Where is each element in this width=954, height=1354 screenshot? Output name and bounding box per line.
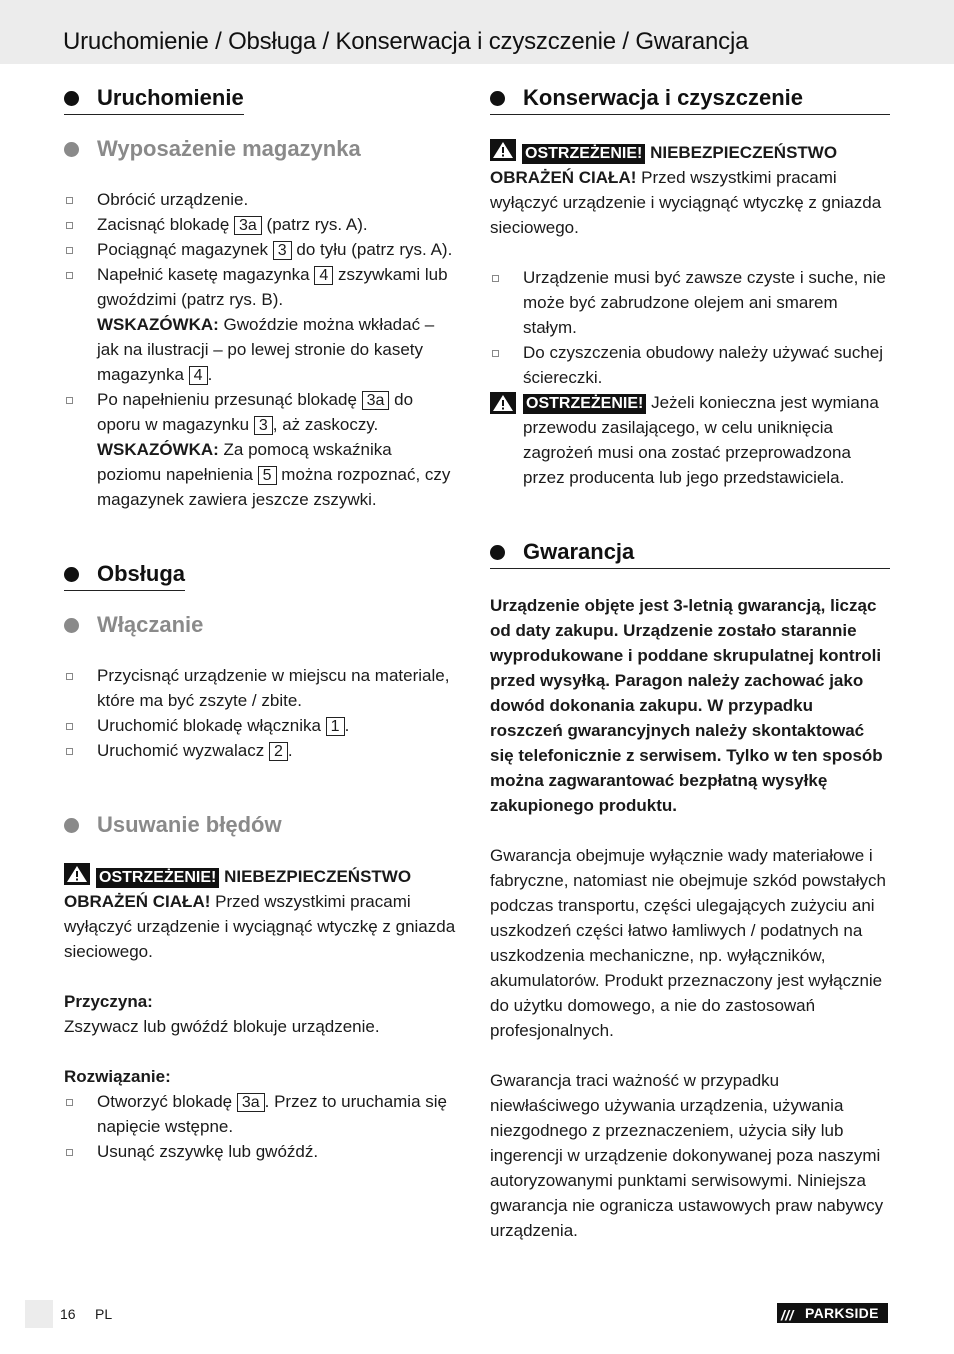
checkbox-square-icon bbox=[66, 272, 73, 279]
konserwacja-list bbox=[490, 265, 890, 390]
checkbox-square-icon bbox=[66, 197, 73, 204]
list-item: Napełnić kasetę magazynka 4 zszywkami lub gwoździmi (patrz rys. B). WSKAZÓWKA: Gwoździe można wkładać – jak na ilustracji – po lewej stronie do kasety magazynka 4 . bbox=[64, 262, 460, 387]
solution-label: Rozwiązanie: bbox=[64, 1067, 171, 1086]
wlaczanie-list bbox=[64, 663, 460, 763]
list-item: Otworzyć blokadę 3a . Przez to uruchamia się napięcie wstępne. bbox=[64, 1089, 460, 1139]
list-item: Usunąć zszywkę lub gwóźdź. bbox=[64, 1139, 460, 1164]
list-item: Zacisnąć blokadę 3a (patrz rys. A). bbox=[64, 212, 460, 237]
list-item: Pociągnąć magazynek 3 do tyłu (patrz rys. A). bbox=[64, 237, 460, 262]
warning-block: OSTRZEŻENIE! NIEBEZPIECZEŃSTWO OBRAŻEŃ CIAŁA! Przed wszystkimi pracami wyłączyć urządzenie i wyciągnąć wtyczkę z gniazda sieciowego. bbox=[64, 863, 460, 964]
bullet-icon bbox=[490, 91, 505, 106]
warranty-paragraph: Gwarancja traci ważność w przypadku niewłaściwego używania urządzenia, używania niezgodnego z przeznaczeniem, użycia siły lub ingerencji w urządzenie dokonywanej poza naszymi autoryzowanymi punktami serwisowymi. Niniejsza gwarancja nie ogranicza ustawowych praw nabywcy urządzenia. bbox=[490, 1071, 884, 1240]
list-item: Po napełnieniu przesunąć blokadę 3a do oporu w magazynku 3 , aż zaskoczy. WSKAZÓWKA: Za pomocą wskaźnika poziomu napełnienia 5 można rozpoznać, czy magazynek zawiera jeszcze zszywki. bbox=[64, 387, 460, 512]
warning-block: OSTRZEŻENIE! NIEBEZPIECZEŃSTWO OBRAŻEŃ CIAŁA! Przed wszystkimi pracami wyłączyć urządzenie i wyciągnąć wtyczkę z gniazda sieciowego. bbox=[490, 139, 890, 240]
checkbox-square-icon bbox=[66, 222, 73, 229]
cause-text: Zszywacz lub gwóźdź blokuje urządzenie. bbox=[64, 1017, 380, 1036]
page-title: Uruchomienie / Obsługa / Konserwacja i czyszczenie / Gwarancja bbox=[63, 28, 749, 55]
parkside-logo: /// PARKSIDE bbox=[777, 1303, 888, 1323]
warning-label: OSTRZEŻENIE! bbox=[523, 394, 646, 414]
warning-triangle-icon bbox=[64, 863, 90, 885]
hint-label: WSKAZÓWKA: bbox=[97, 315, 219, 334]
left-column bbox=[64, 84, 460, 1164]
bullet-icon bbox=[64, 818, 79, 833]
heading-konserwacja: Konserwacja i czyszczenie bbox=[490, 84, 890, 115]
warning-block: OSTRZEŻENIE! Jeżeli konieczna jest wymiana przewodu zasilającego, w celu uniknięcia zagrożeń musi ona zostać przeprowadzona przez producenta lub jego przedstawiciela. bbox=[490, 390, 890, 490]
bullet-icon bbox=[64, 142, 79, 157]
heading-usuwanie: Usuwanie błędów bbox=[64, 811, 460, 839]
warranty-paragraph: Gwarancja obejmuje wyłącznie wady materiałowe i fabryczne, natomiast nie obejmuje szkód powstałych podczas transportu, części ulegających zużyciu ani uszkodzeń części łatwo łamliwych / podatnych na uszkodzenia mechaniczne, np. wyłączników, akumulatorów. Produkt przeznaczony jest wyłącznie do użytku domowego, a nie do zastosowań profesjonalnych. bbox=[490, 846, 886, 1040]
list-item: Uruchomić wyzwalacz 2 . bbox=[64, 738, 460, 763]
bullet-icon bbox=[490, 545, 505, 560]
checkbox-square-icon bbox=[66, 247, 73, 254]
heading-wyposazenie: Wyposażenie magazynka bbox=[64, 135, 460, 163]
hint-label: WSKAZÓWKA: bbox=[97, 440, 219, 459]
heading-gwarancja: Gwarancja bbox=[490, 538, 890, 569]
logo-stripes-icon: /// bbox=[781, 1307, 794, 1323]
list-item: Urządzenie musi być zawsze czyste i suche, nie może być zabrudzone olejem ani smarem stałym. bbox=[490, 265, 890, 340]
checkbox-square-icon bbox=[492, 275, 499, 282]
list-item: Do czyszczenia obudowy należy używać suchej ściereczki. bbox=[490, 340, 890, 390]
solution-list bbox=[64, 1089, 460, 1164]
warning-label: OSTRZEŻENIE! bbox=[96, 868, 219, 888]
checkbox-square-icon bbox=[66, 723, 73, 730]
part-number-box: 1 bbox=[326, 717, 345, 736]
warranty-intro: Urządzenie objęte jest 3-letnią gwarancją, licząc od daty zakupu. Urządzenie zostało starannie wyprodukowane i poddane skrupulatnej kontroli przed wysyłką. Paragon należy zachować jako dowód dokonania zakupu. W przypadku roszczeń gwarancyjnych należy skontaktować się telefonicznie z serwisem. Tylko w ten sposób można zagwarantować bezpłatną wysyłkę zakupionego produktu. bbox=[490, 596, 883, 815]
heading-uruchomienie: Uruchomienie bbox=[64, 84, 244, 115]
part-number-box: 3a bbox=[234, 216, 262, 235]
list-item: Uruchomić blokadę włącznika 1 . bbox=[64, 713, 460, 738]
heading-wlaczanie: Włączanie bbox=[64, 611, 460, 639]
wyposazenie-list bbox=[64, 187, 460, 512]
checkbox-square-icon bbox=[66, 673, 73, 680]
bullet-icon bbox=[64, 567, 79, 582]
list-item: Przycisnąć urządzenie w miejscu na materiale, które ma być zszyte / zbite. bbox=[64, 663, 460, 713]
part-number-box: 3a bbox=[362, 391, 390, 410]
part-number-box: 3 bbox=[273, 241, 292, 260]
part-number-box: 5 bbox=[258, 466, 277, 485]
part-number-box: 3 bbox=[254, 416, 273, 435]
part-number-box: 4 bbox=[189, 366, 208, 385]
page-header bbox=[0, 0, 954, 64]
warning-triangle-icon bbox=[490, 139, 516, 161]
bullet-icon bbox=[64, 91, 79, 106]
part-number-box: 2 bbox=[269, 742, 288, 761]
checkbox-square-icon bbox=[66, 1149, 73, 1156]
language-code: PL bbox=[95, 1306, 113, 1322]
warning-label: OSTRZEŻENIE! bbox=[522, 144, 645, 164]
list-item: Obrócić urządzenie. bbox=[64, 187, 460, 212]
bullet-icon bbox=[64, 618, 79, 633]
page-number: 16 bbox=[60, 1306, 76, 1322]
right-column bbox=[490, 84, 890, 1243]
checkbox-square-icon bbox=[492, 350, 499, 357]
checkbox-square-icon bbox=[66, 397, 73, 404]
page-number-box bbox=[25, 1300, 53, 1328]
checkbox-square-icon bbox=[66, 748, 73, 755]
warning-triangle-icon bbox=[490, 392, 516, 414]
part-number-box: 4 bbox=[314, 266, 333, 285]
part-number-box: 3a bbox=[237, 1093, 265, 1112]
checkbox-square-icon bbox=[66, 1099, 73, 1106]
heading-obsluga: Obsługa bbox=[64, 560, 185, 591]
cause-label: Przyczyna: bbox=[64, 992, 153, 1011]
